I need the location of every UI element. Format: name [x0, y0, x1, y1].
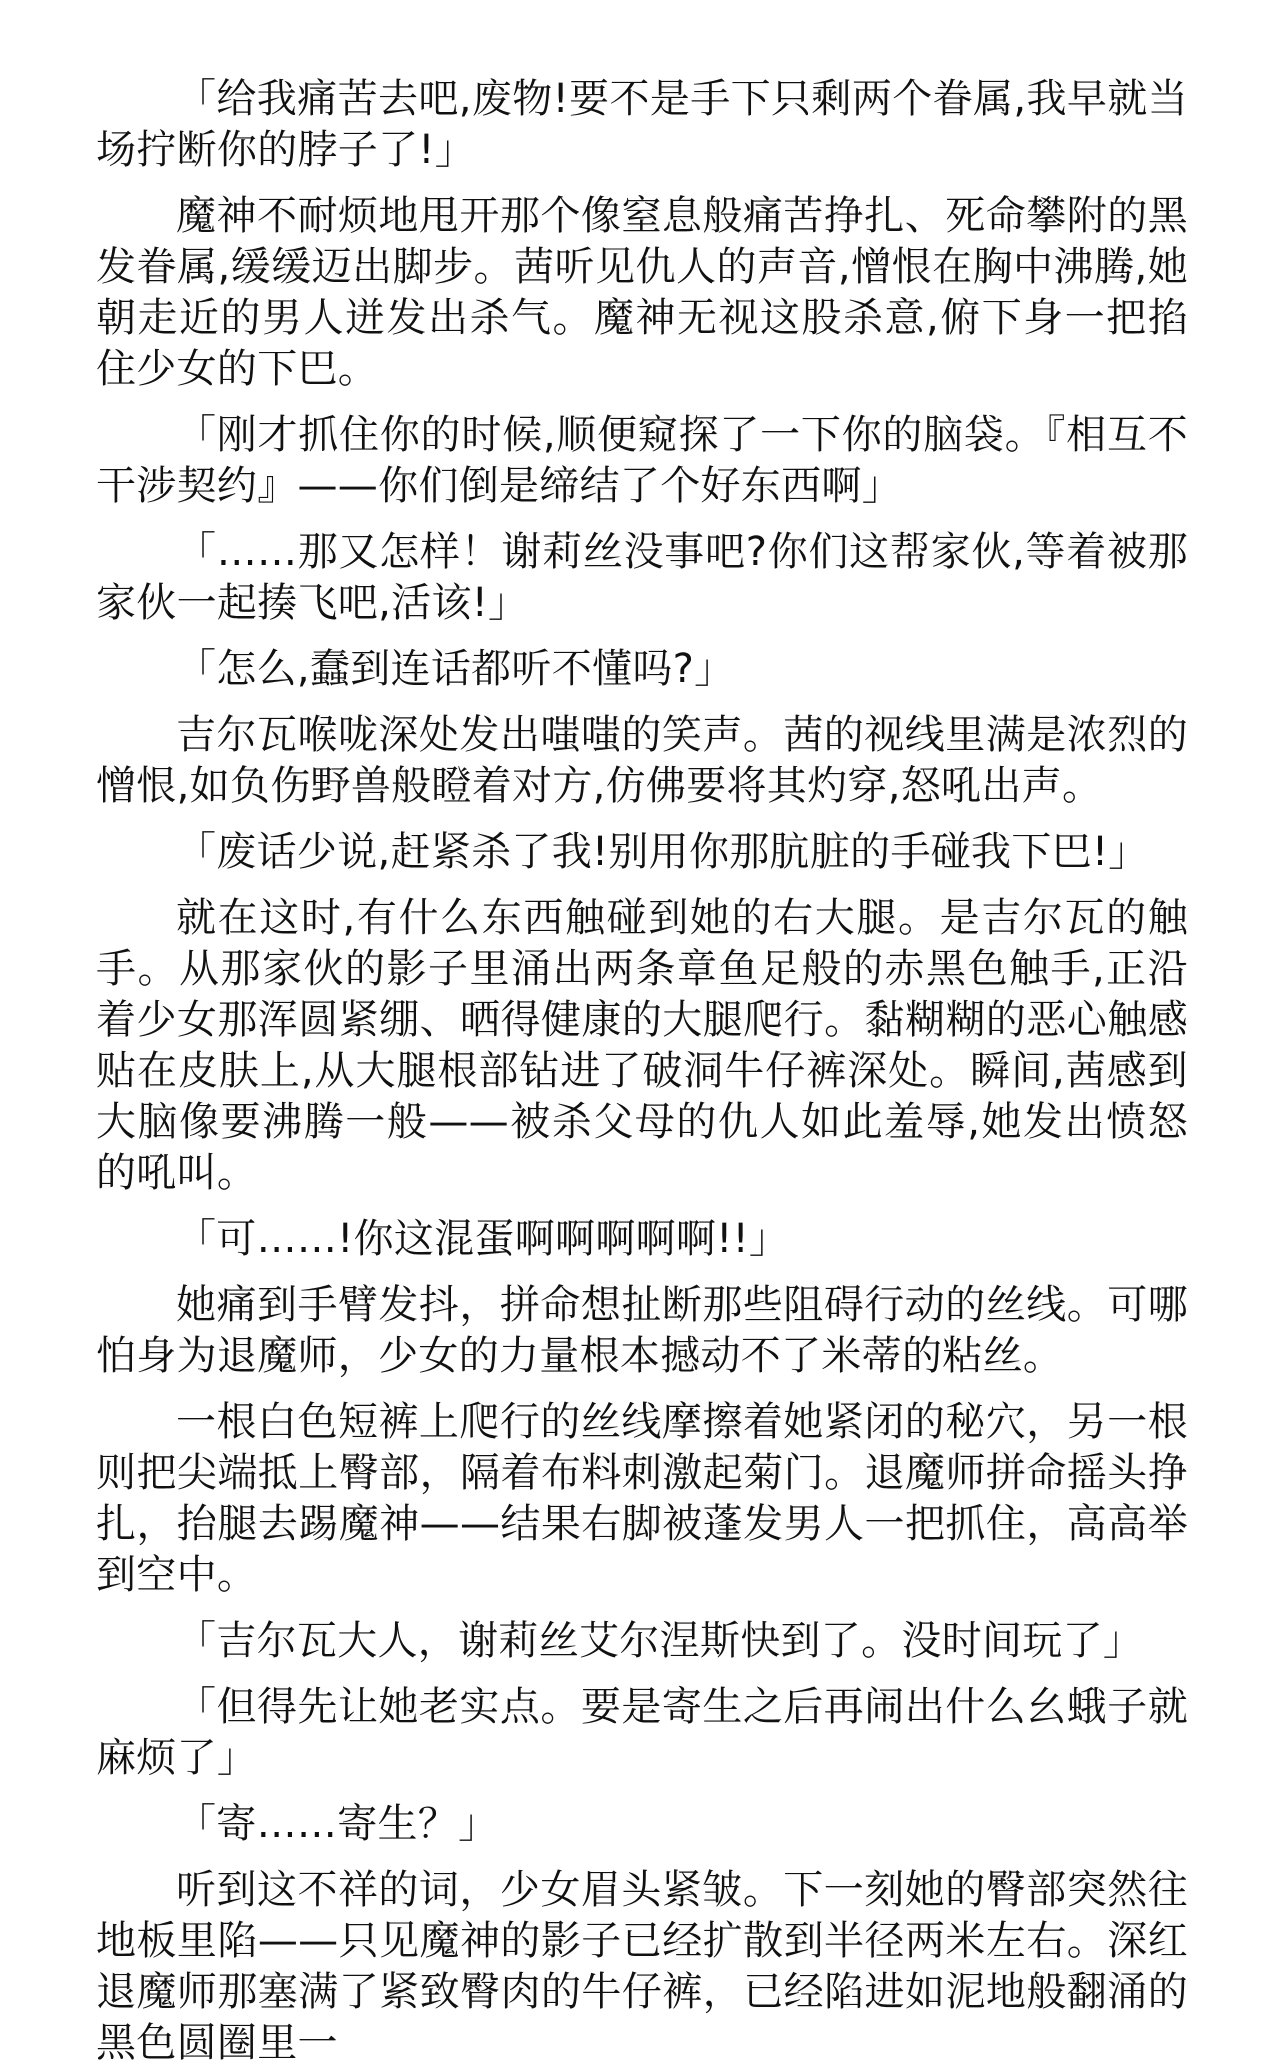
paragraph-12: 「吉尔瓦大人，谢莉丝艾尔涅斯快到了。没时间玩了」: [176, 1618, 1144, 1664]
paragraph-15: 听到这不祥的词，少女眉头紧皱。下一刻她的臀部突然往地板里陷——只见魔神的影子已经扩散到半径两米左右。深红退魔师那塞满了紧致臀肉的牛仔裤，已经陷进如泥地般翻涌的黑色圆圈里一: [96, 1867, 1188, 2066]
paragraph-9: 「可……!你这混蛋啊啊啊啊啊!!」: [176, 1216, 790, 1262]
paragraph-6: 吉尔瓦喉咙深处发出嗤嗤的笑声。茜的视线里满是浓烈的憎恨,如负伤野兽般瞪着对方,仿佛要将其灼穿,怒吼出声。: [96, 712, 1188, 809]
paragraph-3: 「刚才抓住你的时候,顺便窥探了一下你的脑袋。『相互不干涉契约』——你们倒是缔结了个好东西啊」: [96, 412, 1188, 509]
paragraph-4: 「……那又怎样！谢莉丝没事吧?你们这帮家伙,等着被那家伙一起揍飞吧,活该!」: [96, 529, 1188, 626]
paragraph-11: 一根白色短裤上爬行的丝线摩擦着她紧闭的秘穴，另一根则把尖端抵上臀部，隔着布料刺激起菊门。退魔师拼命摇头挣扎，抬腿去踢魔神——结果右脚被蓬发男人一把抓住，高高举到空中。: [96, 1399, 1188, 1598]
paragraph-13: 「但得先让她老实点。要是寄生之后再闹出什么幺蛾子就麻烦了」: [96, 1684, 1188, 1781]
paragraph-10: 她痛到手臂发抖，拼命想扯断那些阻碍行动的丝线。可哪怕身为退魔师，少女的力量根本撼动不了米蒂的粘丝。: [96, 1282, 1188, 1379]
paragraph-7: 「废话少说,赶紧杀了我!别用你那肮脏的手碰我下巴!」: [176, 829, 1149, 875]
paragraph-1: 「给我痛苦去吧,废物!要不是手下只剩两个眷属,我早就当场拧断你的脖子了!」: [96, 76, 1188, 173]
paragraph-14: 「寄……寄生？」: [176, 1801, 499, 1847]
paragraph-8: 就在这时,有什么东西触碰到她的右大腿。是吉尔瓦的触手。从那家伙的影子里涌出两条章鱼足般的赤黑色触手,正沿着少女那浑圆紧绷、晒得健康的大腿爬行。黏糊糊的恶心触感贴在皮肤上,从大腿根部钻进了破洞牛仔裤深处。瞬间,茜感到大脑像要沸腾一般——被杀父母的仇人如此羞辱,她发出愤怒的吼叫。: [96, 895, 1188, 1196]
paragraph-5: 「怎么,蠢到连话都听不懂吗?」: [176, 646, 735, 692]
paragraph-2: 魔神不耐烦地甩开那个像窒息般痛苦挣扎、死命攀附的黑发眷属,缓缓迈出脚步。茜听见仇人的声音,憎恨在胸中沸腾,她朝走近的男人迸发出杀气。魔神无视这股杀意,俯下身一把掐住少女的下巴。: [96, 193, 1188, 392]
